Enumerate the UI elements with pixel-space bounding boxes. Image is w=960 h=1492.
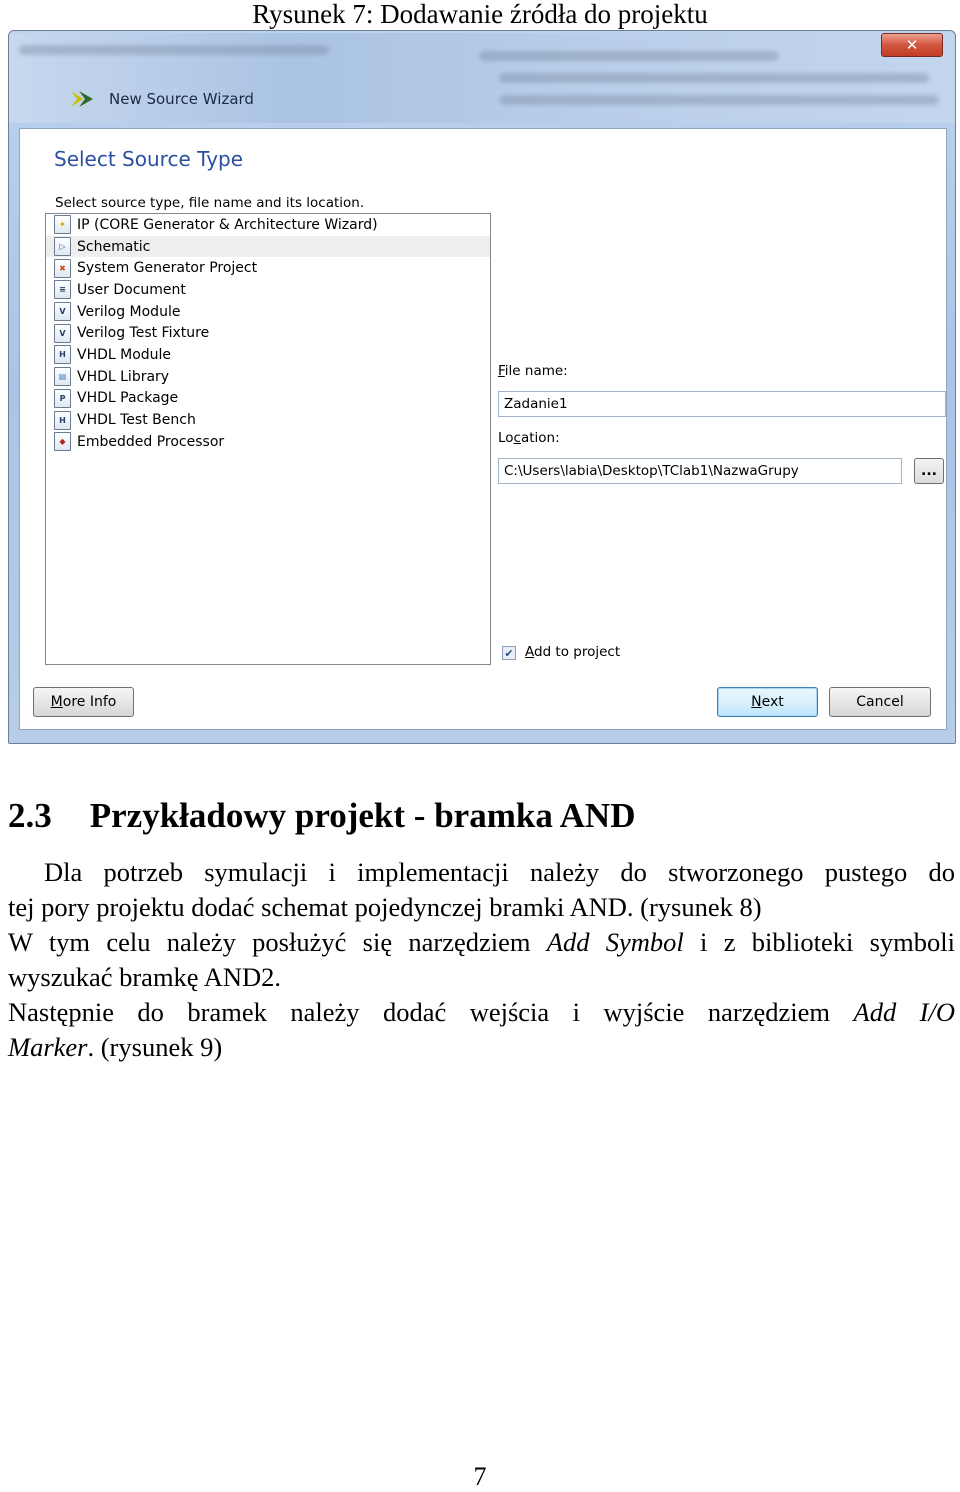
source-type-label: System Generator Project: [77, 260, 258, 277]
vhdl-library-icon: ▤: [54, 367, 71, 386]
emphasis: Marker: [8, 1032, 88, 1062]
user-document-icon: ≡: [54, 280, 71, 299]
source-type-item[interactable]: [46, 322, 490, 344]
source-type-label: VHDL Module: [77, 346, 172, 363]
vhdl-module-icon: H: [54, 345, 71, 364]
cancel-button[interactable]: Cancel: [829, 687, 931, 717]
source-type-item[interactable]: [46, 279, 490, 301]
close-icon: ✕: [905, 36, 919, 54]
verilog-test-fixture-icon: V: [54, 324, 71, 343]
browse-button[interactable]: ...: [914, 458, 944, 484]
section-title: Select Source Type: [54, 147, 244, 171]
wizard-header: [69, 89, 254, 109]
source-type-label: VHDL Library: [77, 368, 170, 385]
source-type-item[interactable]: [46, 366, 490, 388]
source-type-item[interactable]: [46, 431, 490, 453]
source-type-label: Verilog Test Fixture: [77, 325, 210, 342]
wizard-panel: [19, 128, 947, 730]
emphasis: Add Symbol: [546, 927, 684, 957]
new-source-wizard-window: [8, 30, 956, 744]
paragraph-2: [8, 925, 955, 995]
source-type-label: VHDL Package: [77, 390, 179, 407]
source-type-label: Schematic: [77, 238, 151, 255]
blurred-text: [499, 73, 929, 83]
source-type-item[interactable]: [46, 301, 490, 323]
source-type-label: VHDL Test Bench: [77, 412, 196, 429]
source-type-item[interactable]: [46, 409, 490, 431]
blurred-text: [499, 95, 939, 105]
vhdl-package-icon: P: [54, 389, 71, 408]
ip-icon: ✦: [54, 215, 71, 234]
paragraph-line: Dla potrzeb symulacji i implementacji należy do stworzonego pustego do: [44, 857, 955, 887]
blurred-text: [19, 45, 329, 55]
wizard-arrow-icon: [69, 89, 97, 109]
location-label: Location:: [498, 430, 560, 446]
section-subtitle: Select source type, file name and its location.: [55, 195, 365, 211]
source-type-label: Embedded Processor: [77, 433, 225, 450]
next-button[interactable]: N ext: [717, 687, 818, 717]
source-type-label: User Document: [77, 281, 186, 298]
paragraph-line: tej pory projektu dodać schemat pojedynczej bramki AND. (rysunek 8): [8, 892, 762, 922]
add-to-project-label: Add to project: [525, 644, 621, 660]
more-info-button[interactable]: M ore Info: [33, 687, 134, 717]
section-title-text: Przykładowy projekt - bramka AND: [89, 796, 636, 835]
schematic-icon: ▷: [54, 237, 71, 256]
source-type-label: Verilog Module: [77, 303, 181, 320]
wizard-title: New Source Wizard: [109, 90, 254, 108]
add-to-project-checkbox[interactable]: [502, 646, 516, 660]
paragraph-line: W tym celu należy posłużyć się narzędziem Add Symbol i z biblioteki symboli: [8, 927, 955, 957]
close-button[interactable]: [881, 33, 943, 57]
source-type-item[interactable]: [46, 388, 490, 410]
location-input[interactable]: C:\Users\labia\Desktop\TClab1\NazwaGrupy: [498, 458, 902, 484]
section-heading: [8, 796, 635, 836]
source-type-label: IP (CORE Generator & Architecture Wizard): [77, 216, 378, 233]
source-type-list[interactable]: [45, 213, 491, 665]
source-type-item[interactable]: [46, 214, 490, 236]
page-number: 7: [473, 1462, 487, 1491]
system-generator-icon: ✖: [54, 259, 71, 278]
checkmark-icon: ✔: [504, 646, 514, 660]
paragraph-line: Następnie do bramek należy dodać wejścia i wyjście narzędziem Add I/O: [8, 997, 956, 1027]
emphasis: Add I/O: [853, 997, 956, 1027]
paragraph-1: [8, 855, 955, 925]
source-type-item[interactable]: [46, 344, 490, 366]
blurred-text: [479, 51, 779, 61]
paragraph-line: Marker. (rysunek 9): [8, 1032, 223, 1062]
blurred-background: [9, 33, 955, 123]
file-name-input[interactable]: Zadanie1: [498, 391, 946, 417]
embedded-processor-icon: ◆: [54, 432, 71, 451]
paragraph-line: wyszukać bramkę AND2.: [8, 962, 282, 992]
source-type-item[interactable]: [46, 257, 490, 279]
verilog-module-icon: V: [54, 302, 71, 321]
source-type-item[interactable]: [46, 236, 490, 258]
section-number: 2.3: [8, 796, 52, 835]
vhdl-test-bench-icon: H: [54, 411, 71, 430]
figure-caption: Rysunek 7: Dodawanie źródła do projektu: [252, 0, 708, 29]
paragraph-3: [8, 995, 955, 1065]
file-name-label: File name:: [498, 363, 568, 379]
